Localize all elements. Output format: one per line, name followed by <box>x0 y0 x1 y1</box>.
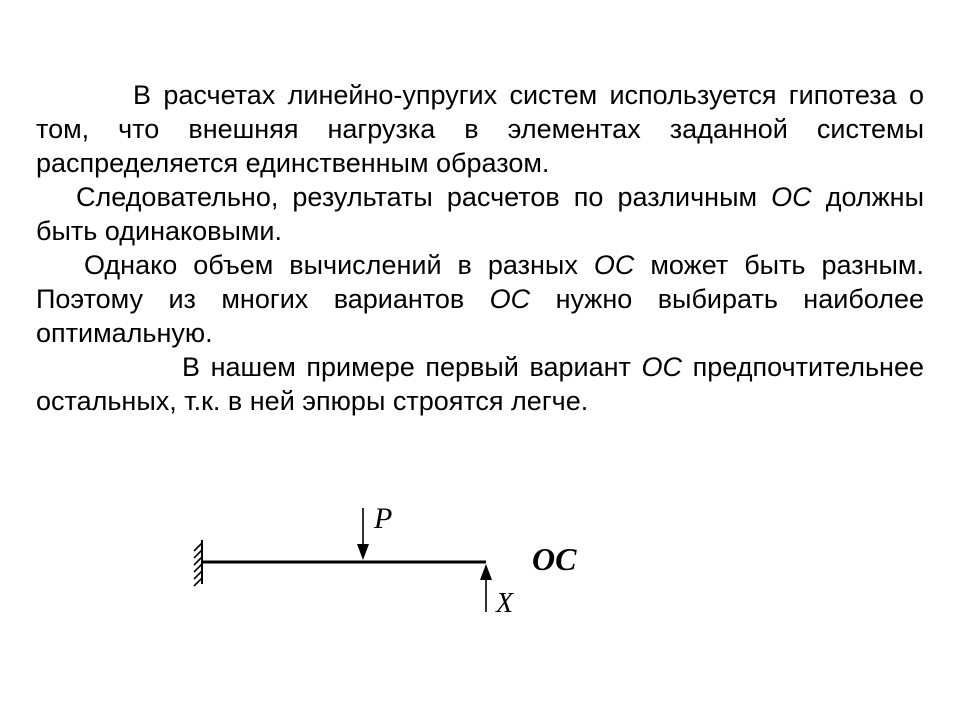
paragraph-2-text-a: Следовательно, результаты расчетов по различным <box>76 182 772 212</box>
paragraph-2-text-b: должны быть одинаковыми. <box>36 182 924 246</box>
paragraph-3-text-a: Однако объем вычислений в разных <box>84 250 594 280</box>
paragraph-4-text-b: предпочтительнее остальных, т.к. в ней эпюры строятся легче. <box>36 352 924 416</box>
paragraph-4-os-term: ОС <box>641 352 683 382</box>
unknown-force-label: X <box>496 588 514 619</box>
unknown-force-arrow <box>480 564 492 612</box>
load-label: P <box>374 502 393 535</box>
paragraph-3-text-b: может быть разным. Поэтому из многих вариантов <box>36 250 924 314</box>
paragraph-1-text: В расчетах линейно-упругих систем используется гипотеза о том, что внешняя нагрузка в элементах заданной системы распределяется единственным образом. <box>36 80 924 178</box>
load-arrow <box>357 508 369 560</box>
paragraph-3-text-c: нужно выбирать наиболее оптимальную. <box>36 284 924 348</box>
system-label: ОС <box>532 541 577 577</box>
paragraph-4-text-a: В нашем примере первый вариант <box>182 352 642 382</box>
fixed-support-hatching <box>194 543 202 586</box>
paragraph-3-os-term-2: ОС <box>489 284 531 314</box>
paragraph-2-os-term: ОС <box>771 182 812 212</box>
paragraph-3-os-term-1: ОС <box>593 250 635 280</box>
